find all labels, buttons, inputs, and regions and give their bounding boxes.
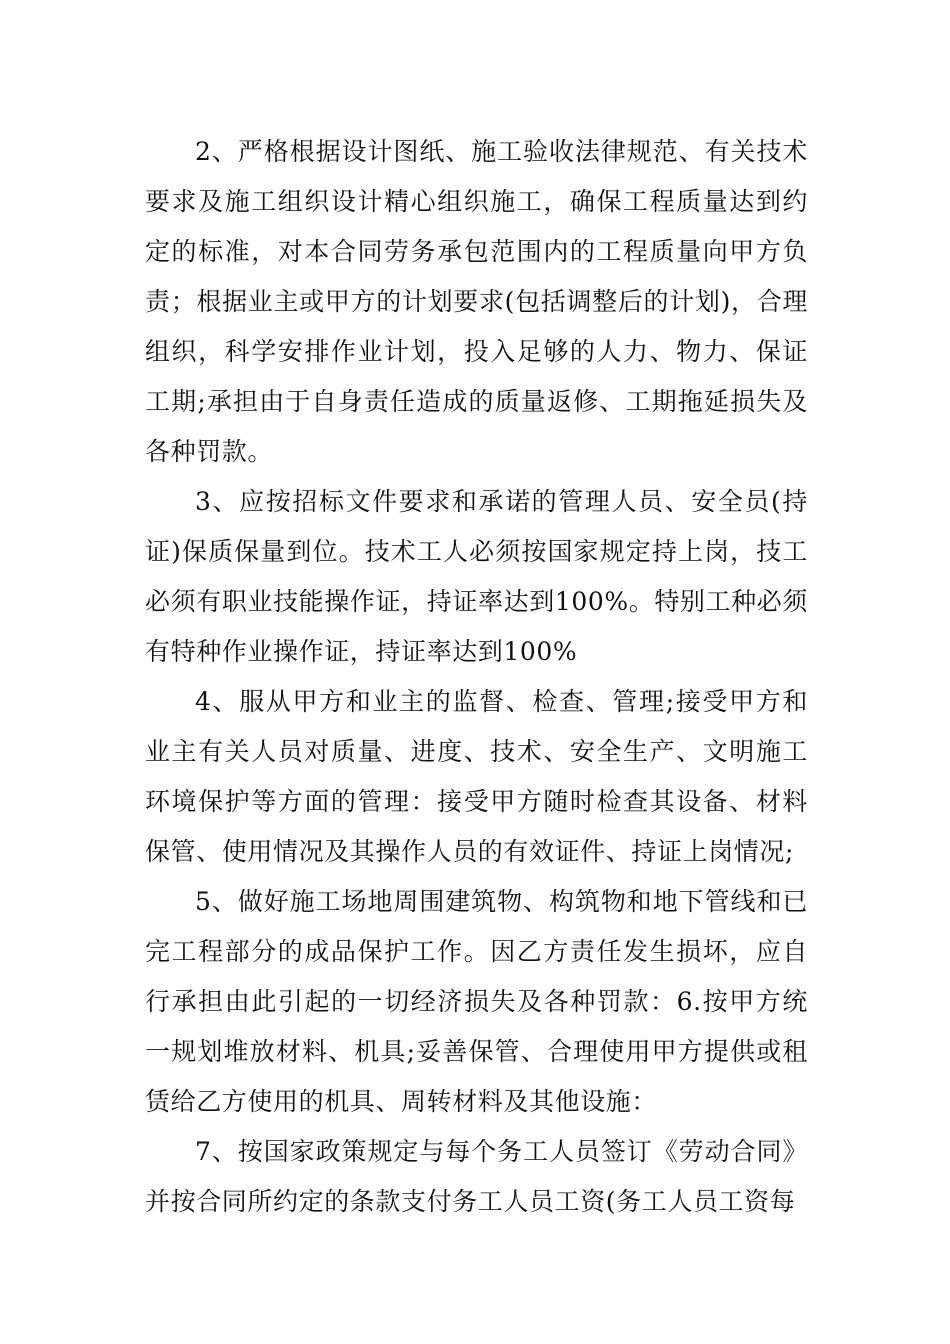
paragraph-clause-4: 4、服从甲方和业主的监督、检查、管理;接受甲方和业主有关人员对质量、进度、技术、安全生产、文明施工环境保护等方面的管理：接受甲方随时检查其设备、材料保管、使用情况及其操作人员的有效证件、持证上岗情况; bbox=[145, 687, 808, 866]
paragraph-clause-5: 5、做好施工场地周围建筑物、构筑物和地下管线和已完工程部分的成品保护工作。因乙方责任发生损坏，应自行承担由此引起的一切经济损失及各种罚款：6.按甲方统一规划堆放材料、机具;妥善保管、合理使用甲方提供或租赁给乙方使用的机具、周转材料及其他设施： bbox=[145, 887, 808, 1116]
document-body bbox=[145, 127, 808, 1227]
paragraph-clause-2: 2、严格根据设计图纸、施工验收法律规范、有关技术要求及施工组织设计精心组织施工，确保工程质量达到约定的标准，对本合同劳务承包范围内的工程质量向甲方负责；根据业主或甲方的计划要求(包括调整后的计划)，合理组织，科学安排作业计划，投入足够的人力、物力、保证工期;承担由于自身责任造成的质量返修、工期拖延损失及各种罚款。 bbox=[145, 137, 808, 466]
paragraph-clause-7: 7、按国家政策规定与每个务工人员签订《劳动合同》并按合同所约定的条款支付务工人员工资(务工人员工资每 bbox=[145, 1137, 808, 1216]
paragraph-clause-3: 3、应按招标文件要求和承诺的管理人员、安全员(持证)保质保量到位。技术工人必须按国家规定持上岗，技工必须有职业技能操作证，持证率达到100%。特别工种必须有特种作业操作证，持证率达到100% bbox=[145, 487, 808, 666]
